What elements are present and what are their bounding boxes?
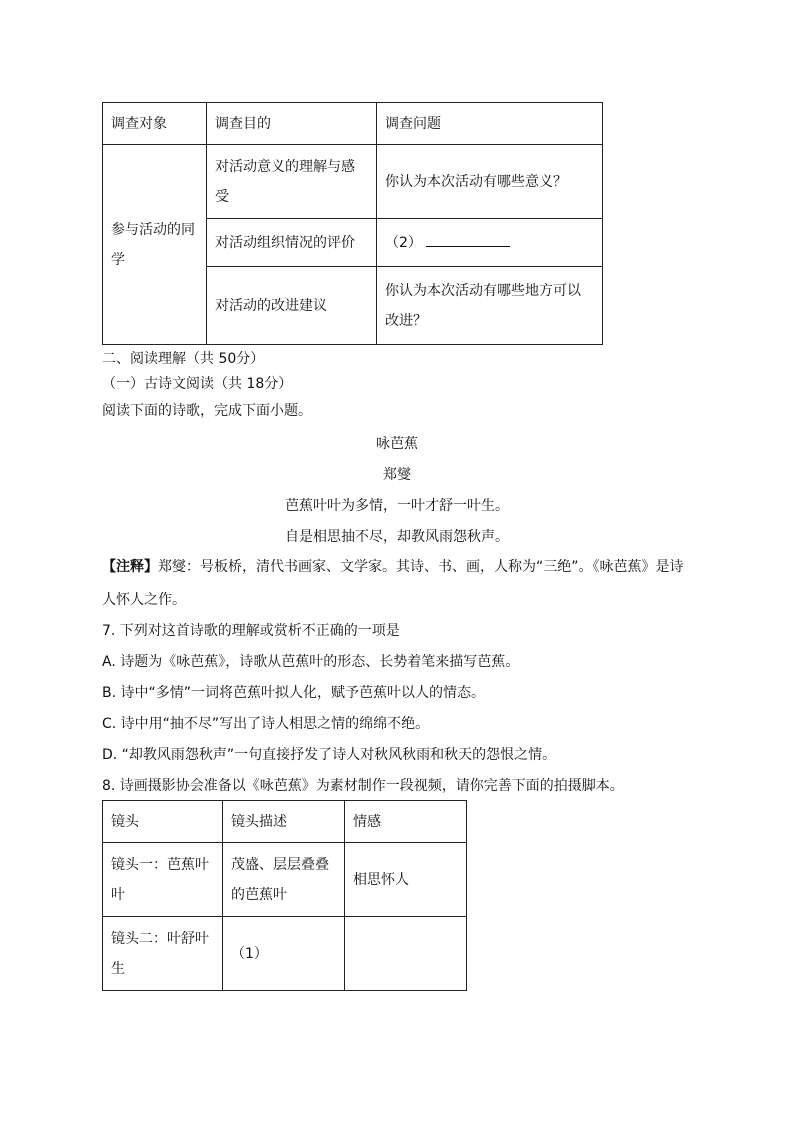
poem-line-2: 自是相思抽不尽，却教风雨怨秋声。 — [285, 529, 509, 545]
survey-purpose-3: 对活动的改进建议 — [207, 267, 377, 345]
shot-2-emotion[interactable] — [345, 917, 467, 991]
q7-option-c[interactable]: C. 诗中用“抽不尽”写出了诗人相思之情的绵绵不绝。 — [102, 716, 430, 732]
survey-target-cell: 参与活动的同学 — [103, 145, 207, 345]
shot-table — [102, 800, 467, 991]
note-line-1 — [102, 557, 684, 577]
shot-header-emotion: 情感 — [345, 801, 467, 843]
shot-1-desc: 茂盛、层层叠叠的芭蕉叶 — [223, 843, 345, 917]
survey-question-2 — [377, 219, 603, 267]
note-label: 【注释】 — [102, 559, 158, 575]
section-title: 二、阅读理解（共 50分） — [102, 351, 265, 367]
q7-stem: 7. 下列对这首诗歌的理解或赏析不正确的一项是 — [102, 623, 400, 639]
instruction: 阅读下面的诗歌，完成下面小题。 — [102, 403, 312, 419]
shot-header-desc: 镜头描述 — [223, 801, 345, 843]
survey-table — [102, 102, 603, 345]
q7-option-a[interactable]: A. 诗题为《咏芭蕉》，诗歌从芭蕉叶的形态、长势着笔来描写芭蕉。 — [102, 654, 520, 670]
shot-2-desc[interactable]: （1） — [223, 917, 345, 991]
poem-title: 咏芭蕉 — [376, 436, 418, 452]
q7-option-b[interactable]: B. 诗中“多情”一词将芭蕉叶拟人化，赋予芭蕉叶以人的情态。 — [102, 685, 486, 701]
poem-line-1: 芭蕉叶叶为多情，一叶才舒一叶生。 — [285, 498, 509, 514]
survey-header-target: 调查对象 — [103, 103, 207, 145]
survey-purpose-2: 对活动组织情况的评价 — [207, 219, 377, 267]
poem-author: 郑燮 — [383, 467, 411, 483]
note-line-2: 人怀人之作。 — [102, 592, 186, 608]
survey-header-purpose: 调查目的 — [207, 103, 377, 145]
note-text-1: 郑燮：号板桥，清代书画家、文学家。其诗、书、画，人称为“三绝”。《咏芭蕉》是诗 — [158, 559, 684, 575]
survey-question-3: 你认为本次活动有哪些地方可以改进？ — [377, 267, 603, 345]
q7-option-d[interactable]: D. “却教风雨怨秋声”一句直接抒发了诗人对秋风秋雨和秋天的怨恨之情。 — [102, 747, 557, 763]
survey-purpose-1: 对活动意义的理解与感受 — [207, 145, 377, 219]
shot-1-emotion: 相思怀人 — [345, 843, 467, 917]
q8-stem: 8. 诗画摄影协会准备以《咏芭蕉》为素材制作一段视频，请你完善下面的拍摄脚本。 — [102, 778, 624, 794]
shot-header-shot: 镜头 — [103, 801, 223, 843]
survey-header-question: 调查问题 — [377, 103, 603, 145]
answer-blank-2[interactable] — [426, 232, 510, 247]
subsection-title: （一）古诗文阅读（共 18分） — [102, 376, 293, 392]
shot-2-name: 镜头二：叶舒叶生 — [103, 917, 223, 991]
survey-question-1: 你认为本次活动有哪些意义？ — [377, 145, 603, 219]
survey-question-2-label: （2） — [385, 234, 422, 251]
shot-1-name: 镜头一：芭蕉叶叶 — [103, 843, 223, 917]
